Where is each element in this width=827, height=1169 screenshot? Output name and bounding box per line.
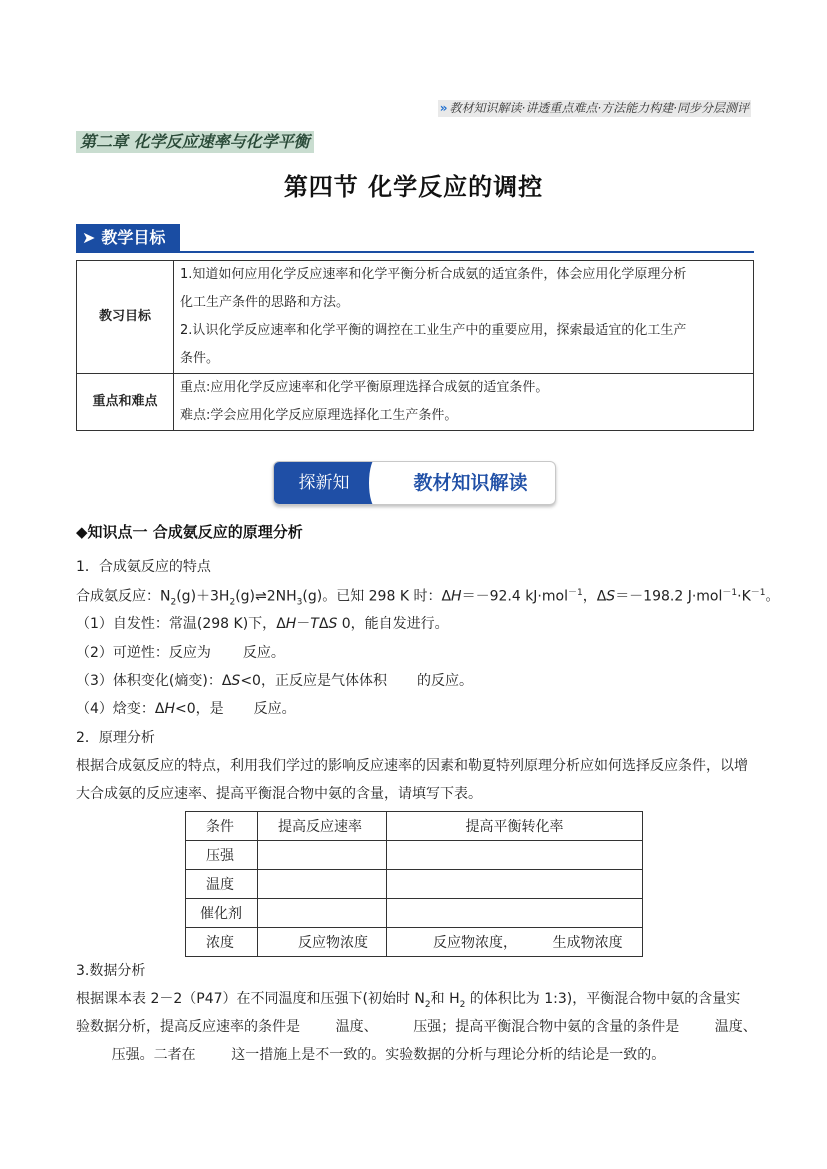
explore-right-label: 教材知识解读 — [413, 472, 528, 494]
item-4: （4）焓变：ΔH<0，是 反应。 — [76, 701, 296, 717]
table-row — [186, 841, 643, 870]
text-line: 难点:学会应用化学反应原理选择化工生产条件。 — [180, 408, 458, 423]
tagline-text: 教材知识解读·讲透重点难点·方法能力构建·同步分层测评 — [449, 101, 749, 115]
item-2: （2）可逆性：反应为 反应。 — [76, 645, 285, 661]
chapter-title: 第二章 化学反应速率与化学平衡 — [76, 131, 314, 153]
table-row — [186, 870, 643, 899]
table-cell[interactable]: 反应物浓度 — [258, 928, 387, 957]
table-row — [77, 374, 754, 431]
section-3-line-3: 压强。二者在 这一措施上是不一致的。实验数据的分析与理论分析的结论是一致的。 — [76, 1047, 666, 1063]
table-cell: 浓度 — [186, 928, 258, 957]
table-row — [77, 261, 754, 374]
section-3-line-2: 验数据分析，提高反应速率的条件是 温度、 压强；提高平衡混合物中氨的含量的条件是 温度、 — [76, 1019, 757, 1035]
explore-banner — [273, 461, 556, 505]
table-cell[interactable] — [387, 870, 643, 899]
conditions-table — [185, 811, 643, 957]
objectives-banner-label: 教学目标 — [101, 228, 166, 247]
table-row — [186, 899, 643, 928]
table-row — [186, 928, 643, 957]
section-2-title: 2．原理分析 — [76, 730, 155, 746]
table-cell: 温度 — [186, 870, 258, 899]
table-cell[interactable] — [258, 899, 387, 928]
knowledge-point-title: ◆知识点一 合成氨反应的原理分析 — [76, 523, 303, 541]
table-cell[interactable] — [258, 841, 387, 870]
reaction-line: 合成氨反应：$N_2(g)+3H_2(g)\rightleftharpoons 2NH_3(g)$。已知 298 K 时：ΔH＝－92.4 kJ·mol$^{-1}$，ΔS＝－198.2 $J\cdot mol^{-1}\cdot K^{-1}$。 — [76, 588, 780, 608]
row-label: 重点和难点 — [77, 374, 174, 431]
section-3-title: 3.数据分析 — [76, 963, 146, 979]
header-tagline — [438, 100, 751, 117]
section-1-title: 1．合成氨反应的特点 — [76, 559, 211, 575]
table-cell[interactable] — [387, 899, 643, 928]
table-cell: 压强 — [186, 841, 258, 870]
row-label: 教习目标 — [77, 261, 174, 374]
objectives-banner — [76, 224, 180, 252]
section-3-line-1: 根据课本表 2－2（P47）在不同温度和压强下(初始时 $N_2$和 $H_2$ 的体积比为 1:3)，平衡混合物中氨的含量实 — [76, 991, 741, 1010]
item-3: （3）体积变化(熵变)：ΔS<0，正反应是气体体积 的反应。 — [76, 673, 473, 689]
arrow-right-icon: ➤ — [82, 228, 96, 247]
text-line: 2.认识化学反应速率和化学平衡的调控在工业生产中的重要应用，探索最适宜的化工生产 — [180, 323, 687, 338]
banner-notch — [366, 461, 387, 505]
section-2-paragraph: 根据合成氨反应的特点，利用我们学过的影响反应速率的因素和勒夏特列原理分析应如何选择反应条件，以增大合成氨的反应速率、提高平衡混合物中氨的含量，请填写下表。 — [76, 758, 748, 802]
table-cell: 催化剂 — [186, 899, 258, 928]
double-chevron-icon: » — [439, 101, 448, 115]
objectives-table — [76, 260, 754, 431]
header-cell: 提高反应速率 — [258, 812, 387, 841]
row-content — [174, 374, 754, 431]
text-line: 化工生产条件的思路和方法。 — [180, 295, 350, 310]
table-row — [186, 812, 643, 841]
header-cell: 条件 — [186, 812, 258, 841]
text-line: 条件。 — [180, 351, 220, 366]
header-cell: 提高平衡转化率 — [387, 812, 643, 841]
item-1: （1）自发性：常温(298 K)下，ΔH－TΔS 0，能自发进行。 — [76, 616, 449, 632]
table-cell[interactable]: 反应物浓度， 生成物浓度 — [387, 928, 643, 957]
table-cell[interactable] — [387, 841, 643, 870]
explore-left-label: 探新知 — [274, 462, 374, 504]
divider — [76, 251, 754, 253]
page-title: 第四节 化学反应的调控 — [283, 173, 544, 201]
row-content — [174, 261, 754, 374]
text-line: 重点:应用化学反应速率和化学平衡原理选择合成氨的适宜条件。 — [180, 380, 549, 395]
table-cell[interactable] — [258, 870, 387, 899]
text-line: 1.知道如何应用化学反应速率和化学平衡分析合成氨的适宜条件，体会应用化学原理分析 — [180, 267, 687, 282]
